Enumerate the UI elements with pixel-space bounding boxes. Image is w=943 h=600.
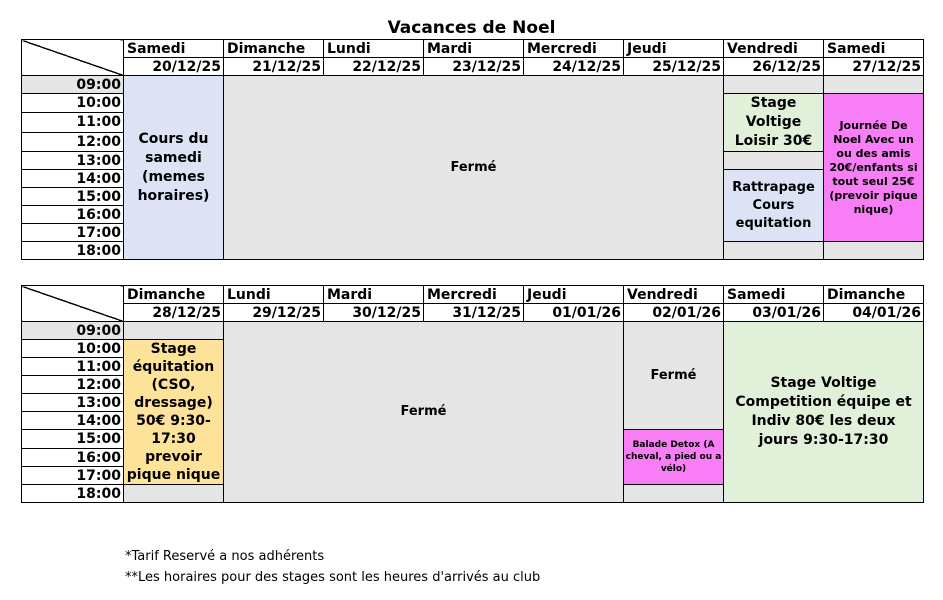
date-header: 01/01/26 bbox=[524, 304, 624, 322]
empty-cell bbox=[724, 76, 824, 94]
journee-noel-block: Journée De Noel Avec un ou des amis 20€/enfants si tout seul 25€ (prevoir pique nique) bbox=[824, 94, 924, 242]
time-cell: 14:00 bbox=[22, 412, 124, 430]
empty-cell bbox=[824, 76, 924, 94]
date-header: 29/12/25 bbox=[224, 304, 324, 322]
empty-cell bbox=[124, 322, 224, 340]
footnote-tarif: *Tarif Reservé a nos adhérents bbox=[125, 549, 325, 564]
day-header: Samedi bbox=[824, 40, 924, 58]
day-header: Vendredi bbox=[724, 40, 824, 58]
schedule-week-1 bbox=[21, 39, 924, 260]
time-cell: 10:00 bbox=[22, 94, 124, 113]
time-cell: 13:00 bbox=[22, 152, 124, 170]
time-cell: 16:00 bbox=[22, 206, 124, 224]
date-header: 22/12/25 bbox=[324, 58, 424, 76]
day-header: Dimanche bbox=[124, 286, 224, 304]
footnote-horaires: **Les horaires pour des stages sont les heures d'arrivés au club bbox=[125, 570, 541, 585]
time-cell: 16:00 bbox=[22, 449, 124, 467]
date-header: 20/12/25 bbox=[124, 58, 224, 76]
empty-cell bbox=[124, 485, 224, 503]
date-header: 28/12/25 bbox=[124, 304, 224, 322]
schedule-week-2 bbox=[21, 285, 924, 503]
time-cell: 17:00 bbox=[22, 467, 124, 485]
empty-cell bbox=[624, 485, 724, 503]
corner-cell bbox=[22, 286, 124, 322]
time-cell: 14:00 bbox=[22, 170, 124, 188]
day-header: Dimanche bbox=[224, 40, 324, 58]
time-cell: 18:00 bbox=[22, 242, 124, 260]
time-cell: 10:00 bbox=[22, 340, 124, 358]
day-header: Mardi bbox=[424, 40, 524, 58]
date-header: 04/01/26 bbox=[824, 304, 924, 322]
time-cell: 17:00 bbox=[22, 224, 124, 242]
day-header: Mercredi bbox=[424, 286, 524, 304]
day-header: Jeudi bbox=[524, 286, 624, 304]
time-cell: 15:00 bbox=[22, 430, 124, 449]
day-header: Vendredi bbox=[624, 286, 724, 304]
time-cell: 09:00 bbox=[22, 322, 124, 340]
time-cell: 11:00 bbox=[22, 113, 124, 132]
day-header: Lundi bbox=[324, 40, 424, 58]
balade-detox-block: Balade Detox (A cheval, a pied ou a vélo) bbox=[624, 430, 724, 485]
corner-cell bbox=[22, 40, 124, 76]
date-header: 03/01/26 bbox=[724, 304, 824, 322]
ferme-block: Fermé bbox=[224, 76, 724, 260]
empty-cell bbox=[824, 242, 924, 260]
rattrapage-block: Rattrapage Cours equitation bbox=[724, 170, 824, 242]
time-cell: 15:00 bbox=[22, 188, 124, 206]
date-header: 24/12/25 bbox=[524, 58, 624, 76]
time-cell: 18:00 bbox=[22, 485, 124, 503]
day-header: Jeudi bbox=[624, 40, 724, 58]
date-header: 30/12/25 bbox=[324, 304, 424, 322]
day-header: Lundi bbox=[224, 286, 324, 304]
date-header: 31/12/25 bbox=[424, 304, 524, 322]
time-cell: 09:00 bbox=[22, 76, 124, 94]
date-header: 26/12/25 bbox=[724, 58, 824, 76]
date-header: 21/12/25 bbox=[224, 58, 324, 76]
day-header: Dimanche bbox=[824, 286, 924, 304]
date-header: 23/12/25 bbox=[424, 58, 524, 76]
date-header: 02/01/26 bbox=[624, 304, 724, 322]
day-header: Samedi bbox=[124, 40, 224, 58]
empty-cell bbox=[724, 152, 824, 170]
ferme-vendredi-block: Fermé bbox=[624, 322, 724, 430]
ferme-block: Fermé bbox=[224, 322, 624, 503]
stage-equitation-block: Stage équitation (CSO, dressage) 50€ 9:30-17:30 prevoir pique nique bbox=[124, 340, 224, 485]
date-header: 25/12/25 bbox=[624, 58, 724, 76]
cours-samedi-block: Cours du samedi (memes horaires) bbox=[124, 76, 224, 260]
stage-voltige-competition-block: Stage Voltige Competition équipe et Indiv 80€ les deux jours 9:30-17:30 bbox=[724, 322, 924, 503]
time-cell: 12:00 bbox=[22, 132, 124, 151]
time-cell: 13:00 bbox=[22, 394, 124, 412]
time-cell: 11:00 bbox=[22, 358, 124, 376]
page-title: Vacances de Noel bbox=[387, 18, 556, 38]
footnotes bbox=[125, 546, 540, 588]
date-header: 27/12/25 bbox=[824, 58, 924, 76]
time-cell: 12:00 bbox=[22, 376, 124, 394]
day-header: Mercredi bbox=[524, 40, 624, 58]
stage-voltige-loisir-block: Stage Voltige Loisir 30€ bbox=[724, 94, 824, 152]
empty-cell bbox=[724, 242, 824, 260]
day-header: Mardi bbox=[324, 286, 424, 304]
day-header: Samedi bbox=[724, 286, 824, 304]
